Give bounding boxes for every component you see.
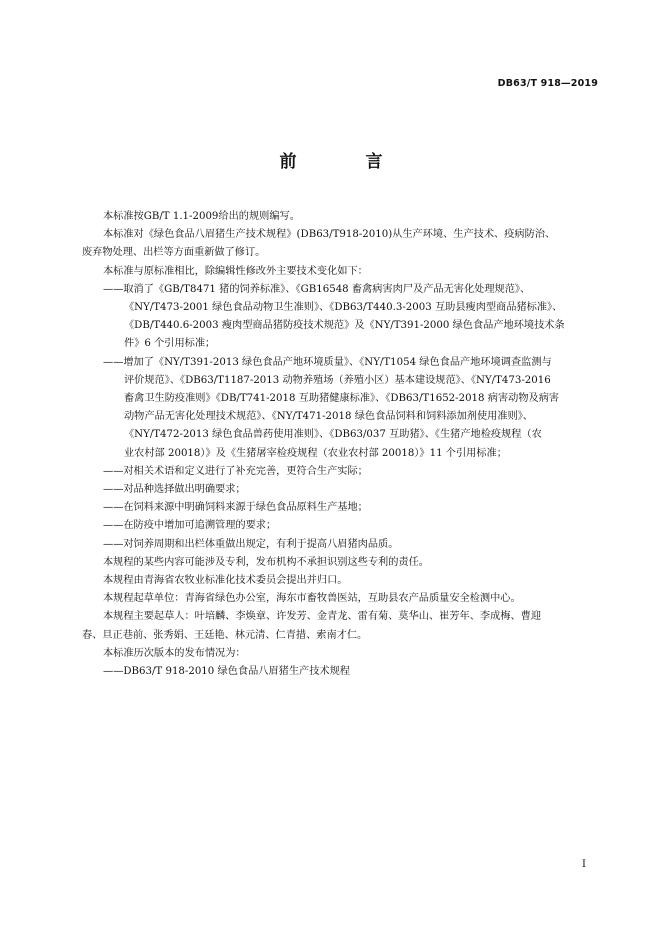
text-line: 废弃物处理、出栏等方面重新做了修订。 [82, 247, 266, 259]
text-line: 《NY/T473-2001 绿色食品动物卫生准则》、《DB63/T440.3-2003 互助县瘦肉型商品猪标准》、 [124, 302, 563, 314]
paragraph-drafting-units: 本规程起草单位：青海省绿色办公室，海东市畜牧兽医站，互助县农产品质量安全检测中心。 [103, 593, 521, 605]
paragraph-history: 本标准历次版本的发布情况为： [103, 647, 246, 659]
list-item-added-refs [82, 354, 598, 463]
list-item-feed: ——在饲料来源中明确饲料来源于绿色食品原料生产基地； [103, 502, 368, 514]
list-item-terms: ——对相关术语和定义进行了补充完善，更符合生产实际； [103, 465, 368, 477]
paragraph-drafters [82, 608, 598, 644]
text-line: 本规程主要起草人：叶培麟、李焕章、许发芳、金青龙、雷有菊、莫华山、崔芳年、李成梅、曹迎 [103, 611, 542, 623]
paragraph-patent: 本规程的某些内容可能涉及专利，发布机构不承担识别这些专利的责任。 [103, 556, 429, 568]
text-line: 业农村部 20018）》及《生猪屠宰检疫规程（农业农村部 20018）》11 个引用标准； [124, 447, 507, 459]
document-body [82, 208, 598, 681]
text-line: 件》6 个引用标准； [124, 338, 216, 350]
text-line: 畜禽卫生防疫准则》《DB/T741-2018 互助猪健康标准》、《DB63/T1652-2018 病害动物及病害 [124, 393, 560, 405]
text-line: 《NY/T472-2013 绿色食品兽药使用准则》、《DB63/037 互助猪》、《生猪产地检疫规程（农 [124, 429, 542, 441]
page-title: 前 言 [279, 152, 409, 172]
text-line: 本标准对《绿色食品八眉猪生产技术规程》(DB63/T918-2010)从生产环境、生产技术、疫病防治、 [103, 229, 556, 241]
standard-code: DB63/T 918—2019 [497, 78, 598, 89]
list-item-prior-version: ——DB63/T 918-2010 绿色食品八眉猪生产技术规程 [103, 666, 350, 678]
text-line: 评价规范》、《DB63/T1187-2013 动物养殖场（养殖小区）基本建设规范》、《NY/T473-2016 [124, 374, 551, 386]
paragraph-revision [82, 226, 598, 262]
text-line: ——增加了《NY/T391-2013 绿色食品产地环境质量》、《NY/T1054 绿色食品产地环境调查监测与 [103, 356, 552, 368]
text-line: 《DB/T440.6-2003 瘦肉型商品猪防疫技术规范》及《NY/T391-2000 绿色食品产地环境技术条 [124, 320, 565, 332]
paragraph-rule-basis: 本标准按GB/T 1.1-2009给出的规则编写。 [103, 211, 300, 222]
list-item-traceability: ——在防疫中增加可追溯管理的要求； [103, 520, 277, 532]
list-item-cycle: ——对饲养周期和出栏体重做出规定，有利于提高八眉猪肉品质。 [103, 538, 399, 550]
text-line: 春、旦正巷前、张秀娟、王廷艳、林元清、仁青措、索南才仁。 [82, 629, 368, 641]
paragraph-changes-intro: 本标准与原标准相比，除编辑性修改外主要技术变化如下： [103, 265, 368, 277]
list-item-removed-refs [82, 281, 598, 354]
text-line: ——取消了《GB/T8471 猪的饲养标准》、《GB16548 畜禽病害肉尸及产品无害化处理规范》、 [103, 283, 531, 295]
paragraph-proposer: 本规程由青海省农牧业标准化技术委员会提出并归口。 [103, 575, 348, 587]
page-number: I [582, 859, 586, 870]
list-item-breed: ——对品种选择做出明确要求； [103, 484, 246, 496]
text-line: 动物产品无害化处理技术规范》、《NY/T471-2018 绿色食品饲料和饲料添加剂使用准则》、 [124, 411, 533, 423]
